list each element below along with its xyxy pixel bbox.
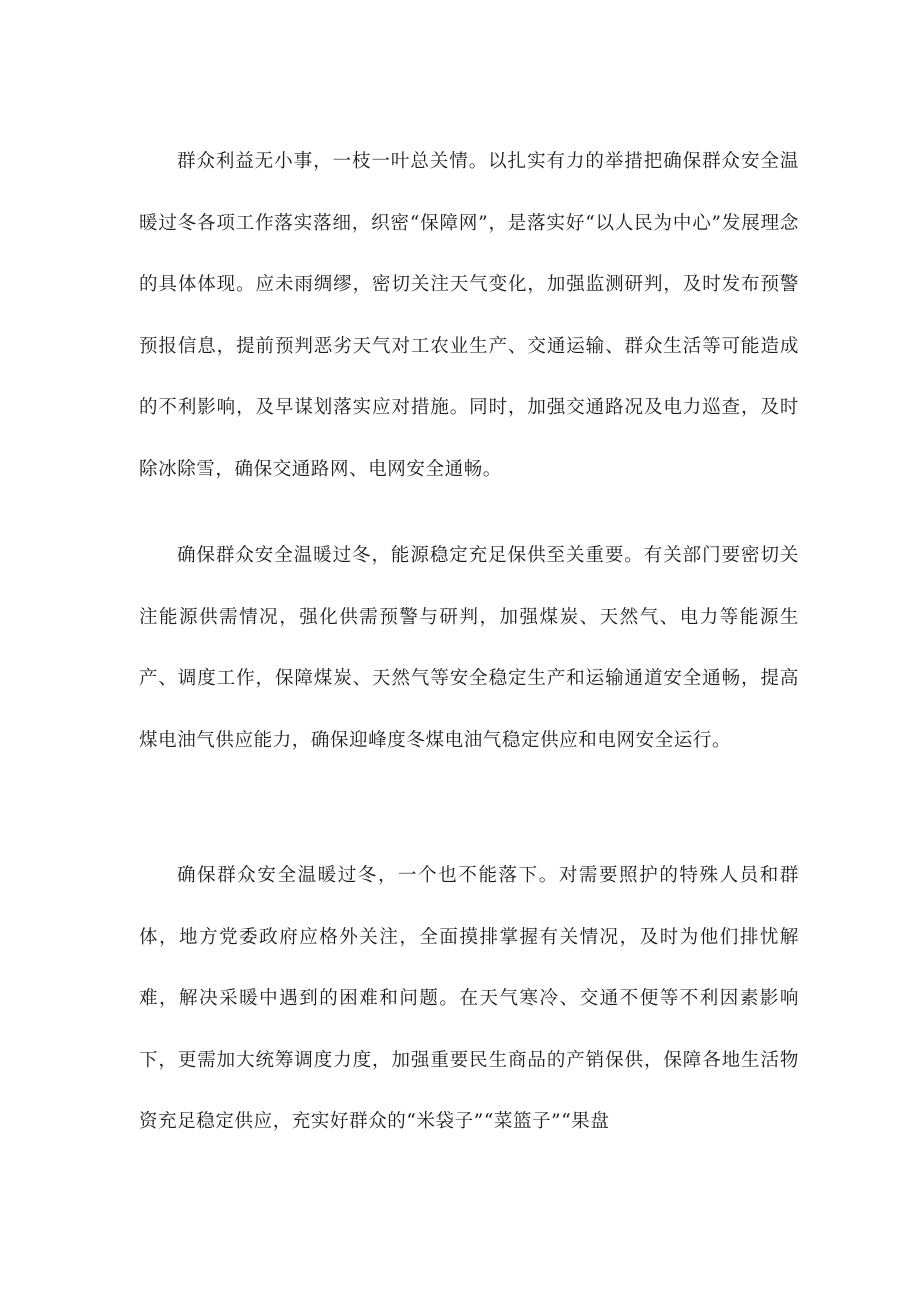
paragraph-1: 群众利益无小事，一枝一叶总关情。以扎实有力的举措把确保群众安全温暖过冬各项工作落实落细，织密“保障网”，是落实好“以人民为中心”发展理念的具体体现。应未雨绸缪，密切关注天气变化，加强监测研判，及时发布预警预报信息，提前预判恶劣天气对工农业生产、交通运输、群众生活等可能造成的不利影响，及早谋划落实应对措施。同时，加强交通路况及电力巡查，及时除冰除雪，确保交通路网、电网安全通畅。 — [139, 151, 799, 480]
paragraph-3: 确保群众安全温暖过冬，一个也不能落下。对需要照护的特殊人员和群体，地方党委政府应格外关注，全面摸排掌握有关情况，及时为他们排忧解难，解决采暖中遇到的困难和问题。在天气寒冷、交通不便等不利因素影响下，更需加大统筹调度力度，加强重要民生商品的产销保供，保障各地生活物资充足稳定供应，充实好群众的“米袋子”“菜篮子”“果盘 — [139, 865, 799, 1133]
paragraph-2: 确保群众安全温暖过冬，能源稳定充足保供至关重要。有关部门要密切关注能源供需情况，强化供需预警与研判，加强煤炭、天然气、电力等能源生产、调度工作，保障煤炭、天然气等安全稳定生产和运输通道安全通畅，提高煤电油气供应能力，确保迎峰度冬煤电油气稳定供应和电网安全运行。 — [139, 545, 799, 751]
